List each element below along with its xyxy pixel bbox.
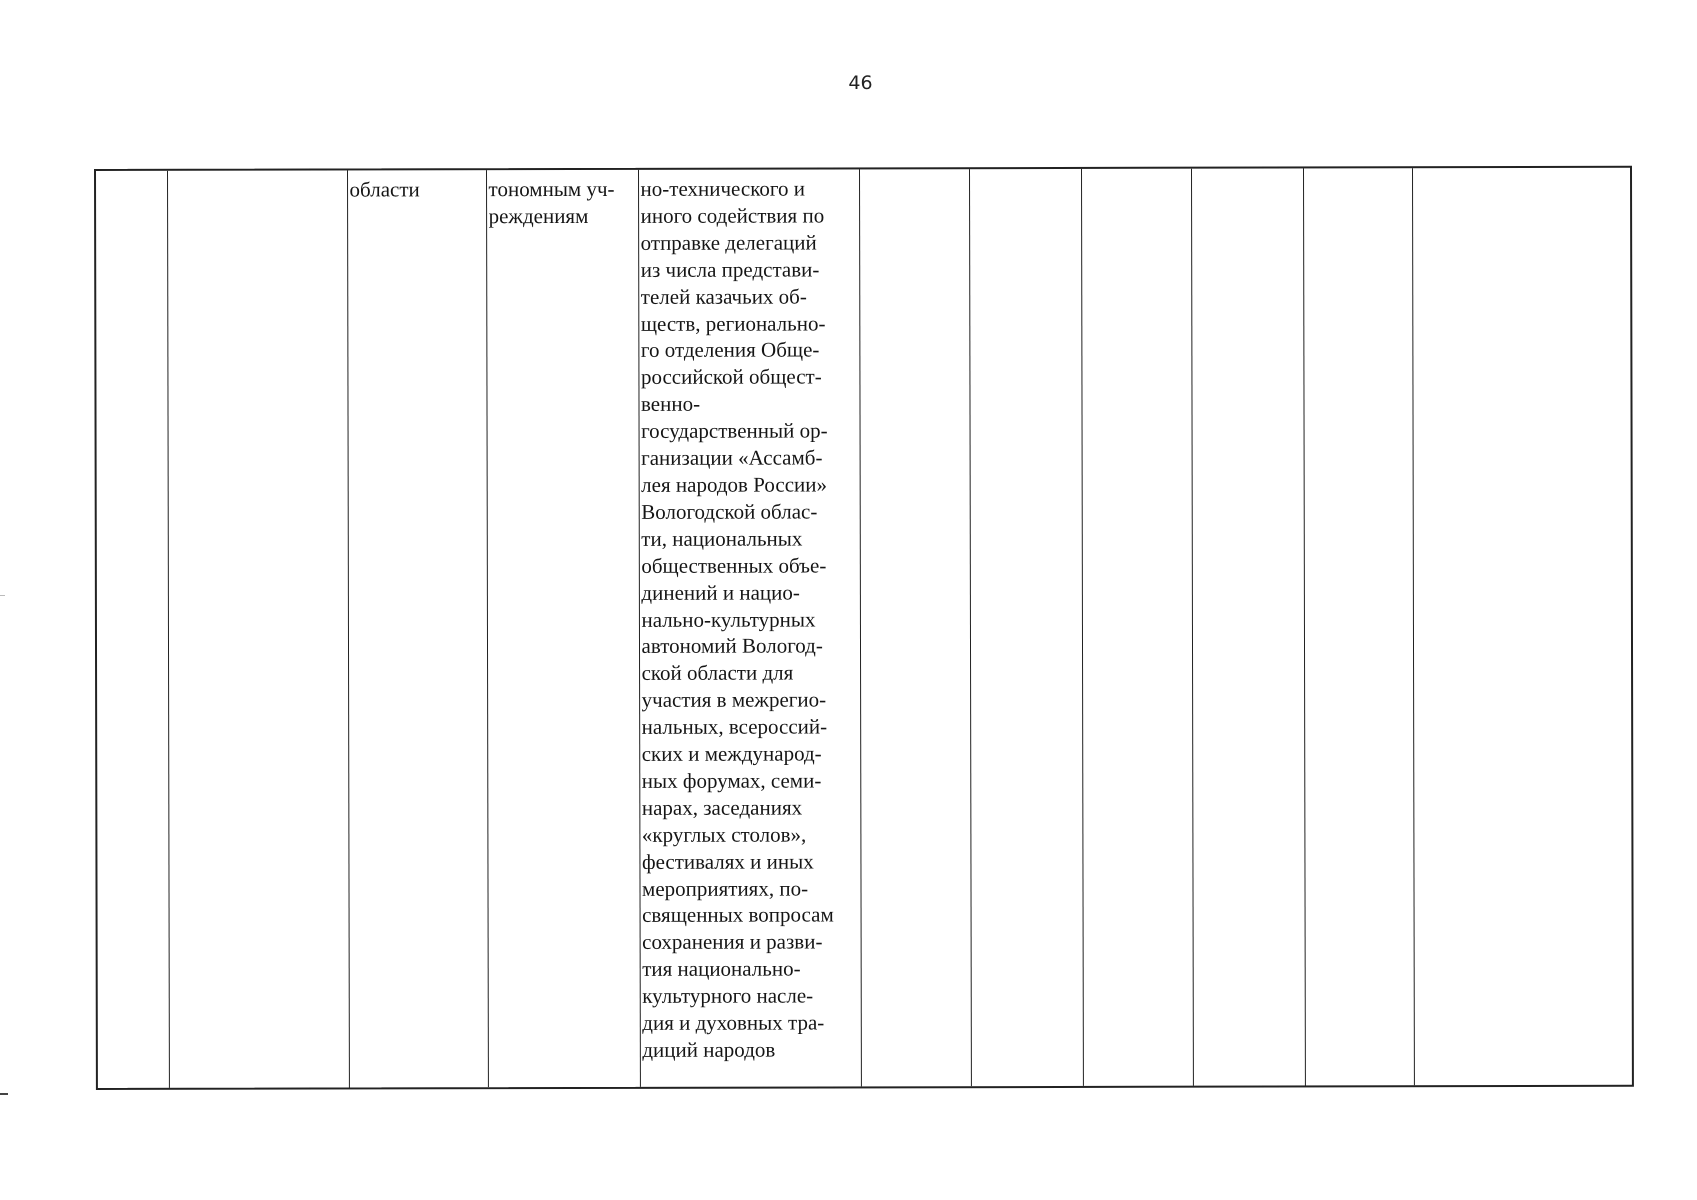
cell-text-line: ществ, регионально-	[640, 310, 826, 336]
table-cell	[1191, 168, 1305, 1085]
table-cell	[1412, 168, 1636, 1085]
cell-text-line: отправке делегаций	[640, 230, 817, 255]
table-cell	[859, 169, 971, 1086]
table-cell	[969, 169, 1083, 1086]
page-number: 46	[848, 72, 873, 94]
document-table-frame	[94, 166, 1634, 1090]
cell-text-line: Вологодской облас-	[641, 499, 818, 524]
cell-text-line: участия в межрегио-	[641, 687, 827, 713]
table-cell	[96, 171, 169, 1088]
cell-text-line: реждениям	[488, 203, 589, 229]
cell-text-line: автономий Вологод-	[641, 633, 823, 659]
table-cell	[1303, 168, 1414, 1085]
table-cell	[347, 170, 488, 1087]
cell-text-line: тия национально-	[642, 956, 801, 982]
cell-text-line: священных вопросам	[642, 902, 834, 928]
cell-text-line: российской общест-	[640, 364, 822, 390]
cell-text-line: диций народов	[642, 1037, 776, 1062]
cell-text-line: из числа представи-	[640, 257, 820, 282]
cell-text-line: культурного насле-	[642, 983, 814, 1009]
scan-mark	[0, 1093, 8, 1095]
cell-text-line: фестивалях и иных	[641, 849, 814, 874]
cell-text-line: нальных, всероссий-	[641, 714, 828, 739]
cell-text-line: государственный ор-	[641, 418, 828, 444]
cell-text-line: ских и международ-	[641, 741, 822, 766]
cell-text-line: динений и нацио-	[641, 580, 800, 605]
cell-text-line: «круглых столов»,	[641, 822, 807, 847]
cell-text-line: телей казачьих об-	[640, 284, 807, 309]
scan-mark	[0, 595, 5, 596]
cell-text-line: ской области для	[641, 660, 794, 686]
cell-text-line: сохранения и разви-	[642, 929, 823, 955]
cell-text-line: иного содействия по	[640, 203, 825, 228]
cell-text-line: нарах, заседаниях	[641, 795, 803, 820]
cell-text-line: дия и духовных тра-	[642, 1010, 825, 1035]
table-row	[96, 168, 1636, 1088]
cell-text-line: лея народов России»	[641, 472, 827, 497]
cell-text-line: го отделения Обще-	[640, 337, 820, 363]
cell-text-line: ти, национальных	[641, 526, 803, 551]
cell-text-line: нально-культурных	[641, 606, 816, 632]
document-table	[96, 168, 1636, 1088]
table-cell	[167, 170, 349, 1087]
table-cell	[1081, 169, 1193, 1086]
cell-text-line: общественных объе-	[641, 553, 827, 578]
cell-text-line: но-технического и	[640, 176, 805, 201]
cell-text-line: ганизации «Ассамб-	[641, 445, 823, 470]
cell-text-line: области	[349, 177, 420, 202]
cell-text-line: тономным уч-	[488, 176, 615, 202]
cell-text-line: мероприятиях, по-	[641, 876, 809, 901]
cell-text-line: венно-	[640, 391, 701, 417]
table-cell	[638, 169, 861, 1086]
table-cell	[486, 170, 640, 1087]
cell-text-line: ных форумах, семи-	[641, 768, 822, 793]
